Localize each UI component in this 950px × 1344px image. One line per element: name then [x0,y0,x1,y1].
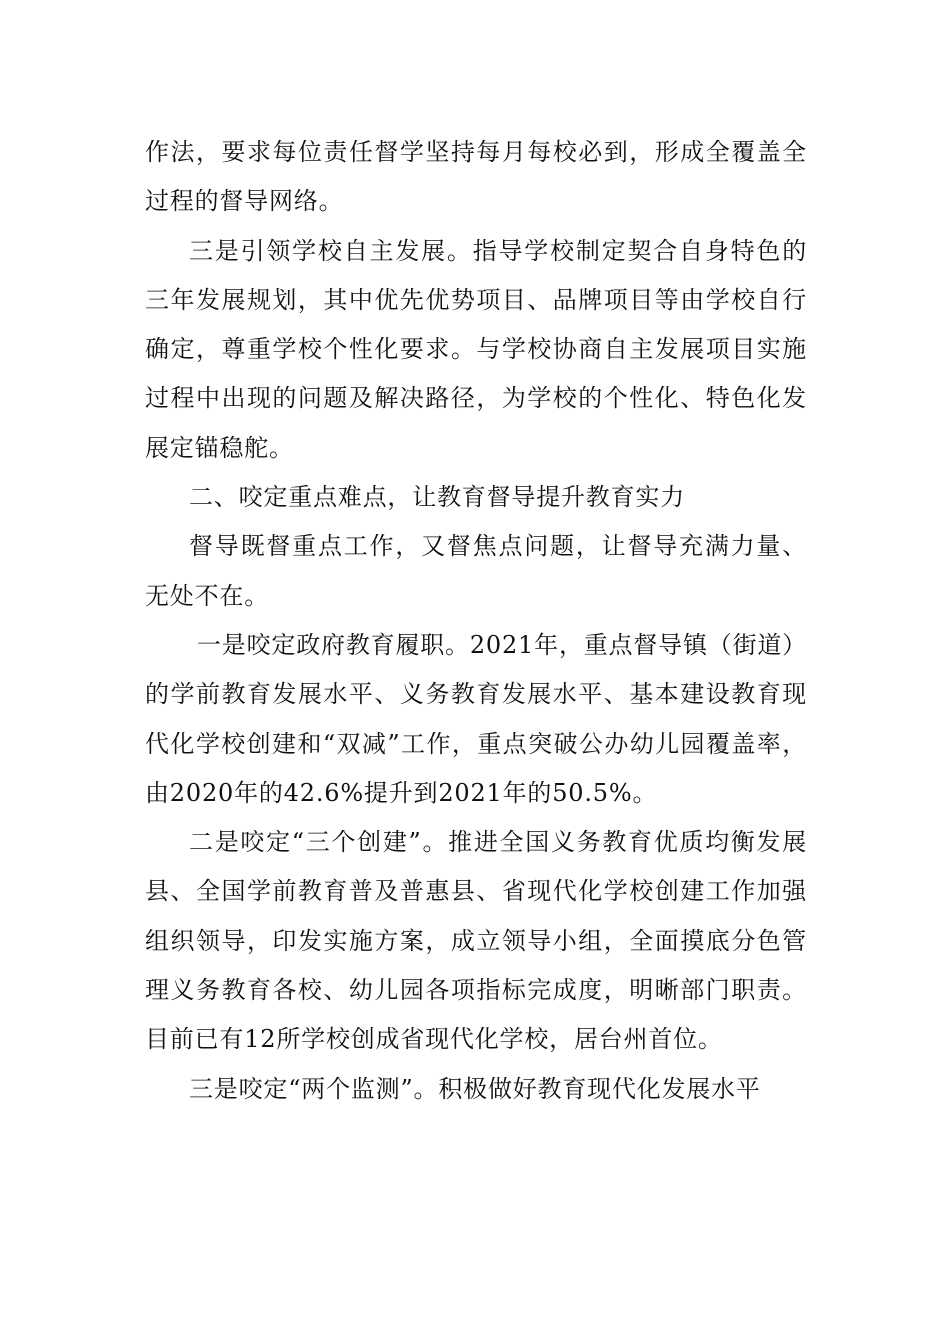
paragraph-supervision-intro: 督导既督重点工作，又督焦点问题，让督导充满力量、无处不在。 [145,532,807,610]
paragraph-two-monitoring: 三是咬定“两个监测”。积极做好教育现代化发展水平 [189,1074,761,1103]
paragraph-school-development: 三是引领学校自主发展。指导学校制定契合自身特色的三年发展规划，其中优先优势项目、品牌项目等由学校自行确定，尊重学校个性化要求。与学校协商自主发展项目实施过程中出现的问题及解决路径，为学校的个性化、特色化发展定锚稳舵。 [145,236,807,462]
paragraph-continuation: 作法，要求每位责任督学坚持每月每校必到，形成全覆盖全过程的督导网络。 [145,138,807,216]
paragraph-three-creations: 二是咬定“三个创建”。推进全国义务教育优质均衡发展县、全国学前教育普及普惠县、省现代化学校创建工作加强组织领导，印发实施方案，成立领导小组，全面摸底分色管理义务教育各校、幼儿园各项指标完成度，明晰部门职责。目前已有12所学校创成省现代化学校，居台州首位。 [145,828,807,1054]
paragraph-government-duty: 一是咬定政府教育履职。2021年，重点督导镇（街道）的学前教育发展水平、义务教育发展水平、基本建设教育现代化学校创建和“双减”工作，重点突破公办幼儿园覆盖率，由2020年的42.6%提升到2021年的50.5%。 [145,630,807,807]
section-heading-2: 二、咬定重点难点，让教育督导提升教育实力 [189,483,685,512]
body-text [145,128,807,1114]
